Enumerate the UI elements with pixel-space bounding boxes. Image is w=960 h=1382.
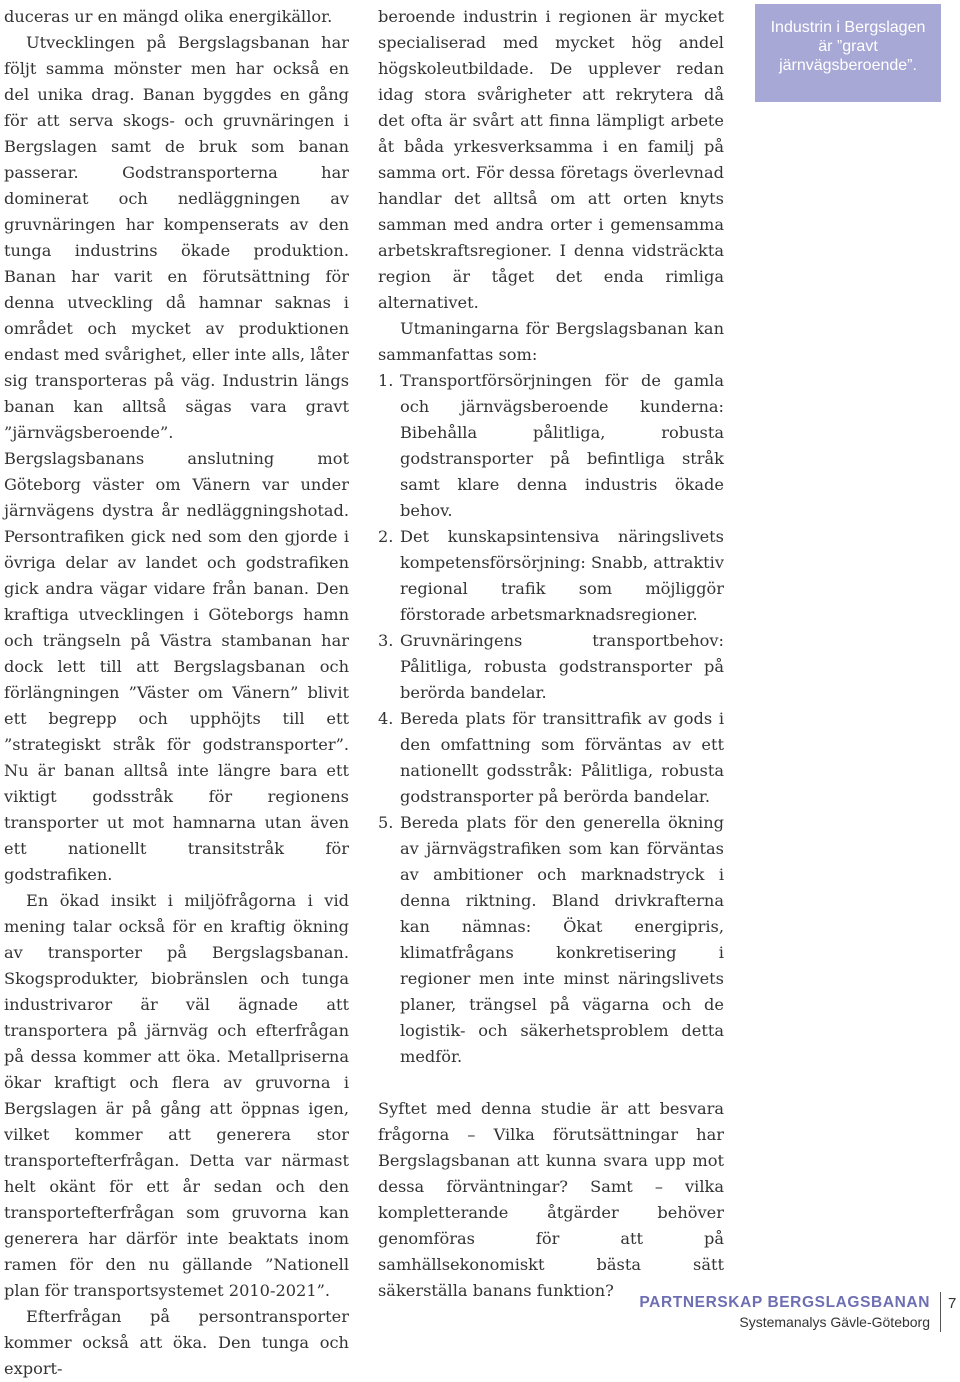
- list-item: [378, 628, 724, 706]
- left-text-column: [4, 4, 349, 1382]
- list-number: 1.: [378, 371, 394, 390]
- closing-paragraph: Syftet med denna studie är att besvara frågorna – Vilka förutsättningar har Bergslagsbanan att kunna svara upp mot dessa förväntningar? Samt – vilka kompletterande åtgärder behöver genomföras för att på samhällsekonomiskt bästa sätt säkerställa banans funktion?: [378, 1099, 724, 1300]
- list-item: [378, 810, 724, 1070]
- list-text: Bereda plats för den generella ökning av järnvägstrafiken som kan förväntas av ambitioner och marknadstryck i denna riktning. Bland drivkrafterna kan nämnas: Ökat energipris, klimatfrågans konkretisering i regioner men inte minst näringslivets planer, trängsel på vägarna och de logistik- och säkerhetsproblem detta medför.: [400, 813, 724, 1066]
- list-item: [378, 706, 724, 810]
- list-text: Gruvnäringens transportbehov: Pålitliga, robusta godstransporter på berörda bandelar.: [400, 631, 724, 702]
- footer-subtitle: Systemanalys Gävle-Göteborg: [739, 1314, 930, 1330]
- paragraph: duceras ur en mängd olika energikällor.: [4, 7, 333, 26]
- paragraph: Efterfrågan på persontransporter kommer också att öka. Den tunga och export-: [4, 1307, 349, 1378]
- paragraph: Bergslagsbanans anslutning mot Göteborg väster om Vänern var under järnvägens dystra år nedläggningshotad. Persontrafiken gick ned som den gjorde i övriga delar av landet och godstrafiken gick andra vägar vidare från banan. Den kraftiga utvecklingen i Göteborgs hamn och trängseln på Västra stambanan har dock lett till att Bergslagsbanan och förlängningen ”Väster om Vänern” blivit ett begrepp och upphöjts till ett ”strategiskt stråk för godstransporter”. Nu är banan alltså inte längre bara ett viktigt godsstråk för regionens transporter ut mot hamnarna utan även ett nationellt transitstråk för godstrafiken.: [4, 449, 349, 884]
- paragraph: beroende industrin i regionen är mycket specialiserad med mycket hög andel högskoleutbildade. De upplever redan idag stora svårigheter att rekrytera då det ofta är svårt att finna lämpligt arbete åt båda yrkesverksamma i en familj på samma ort. För dessa företags överlevnad handlar det alltså om att orten knyts samman med andra orter i gemensamma arbetskraftsregioner. I denna vidsträckta region är tåget det enda rimliga alternativet.: [378, 7, 724, 312]
- footer-divider: [940, 1292, 941, 1332]
- list-number: 3.: [378, 631, 394, 650]
- list-text: Bereda plats för transittrafik av gods i den omfattning som förväntas av ett nationellt godsstråk: Pålitliga, robusta godstransporter på berörda bandelar.: [400, 709, 724, 806]
- challenges-list: [378, 368, 724, 1070]
- list-text: Det kunskapsintensiva näringslivets kompetensförsörjning: Snabb, attraktiv regional trafik som möjliggör förstorade arbetsmarknadsregioner.: [400, 527, 724, 624]
- list-number: 2.: [378, 527, 394, 546]
- paragraph: Utvecklingen på Bergslagsbanan har följt samma mönster men har också en del unika drag. Banan byggdes en gång för att serva skogs- och gruvnäringen i Bergslagen samt de bruk som banan passerar. Godstransporterna har dominerat och nedläggningen av gruvnäringen har kompenserats av den tunga industrins ökade produktion. Banan har varit en förutsättning för denna utveckling då hamnar saknas i området och mycket av produktionen endast med svårighet, eller inte alls, låter sig transporteras på väg. Industrin längs banan kan alltså sägas vara gravt ”järnvägsberoende”.: [4, 33, 349, 442]
- pull-quote-text: Industrin i Bergslagen är ”gravt järnvägsberoende”.: [770, 19, 926, 74]
- list-number: 5.: [378, 813, 394, 832]
- middle-text-column: [378, 4, 724, 1304]
- list-item: [378, 368, 724, 524]
- spacer: [378, 1070, 724, 1096]
- list-number: 4.: [378, 709, 394, 728]
- page-number: 7: [948, 1295, 957, 1312]
- paragraph: En ökad insikt i miljöfrågorna i vid mening talar också för en kraftig ökning av transporter på Bergslagsbanan. Skogsprodukter, biobränslen och tunga industrivaror är väl ägnade att transportera på järnväg och efterfrågan på dessa kommer att öka. Metallpriserna ökar kraftigt och flera av gruvorna i Bergslagen är på gång att öppnas igen, vilket kommer att generera stor transportefterfrågan. Detta var närmast helt okänt för ett år sedan och den transportefterfrågan som gruvorna kan generera har därför inte beaktats inom ramen för den nu gällande ”Nationell plan för transportsystemet 2010-2021”.: [4, 891, 349, 1300]
- list-item: [378, 524, 724, 628]
- page-footer: [639, 1293, 930, 1331]
- paragraph: Utmaningarna för Bergslagsbanan kan sammanfattas som:: [378, 319, 724, 364]
- pull-quote-box: [755, 4, 941, 102]
- footer-brand: PARTNERSKAP BERGSLAGSBANAN: [639, 1294, 930, 1311]
- list-text: Transportförsörjningen för de gamla och järnvägsberoende kunderna: Bibehålla pålitliga, robusta godstransporter på befintliga stråk samt klare denna industris ökade behov.: [400, 371, 724, 520]
